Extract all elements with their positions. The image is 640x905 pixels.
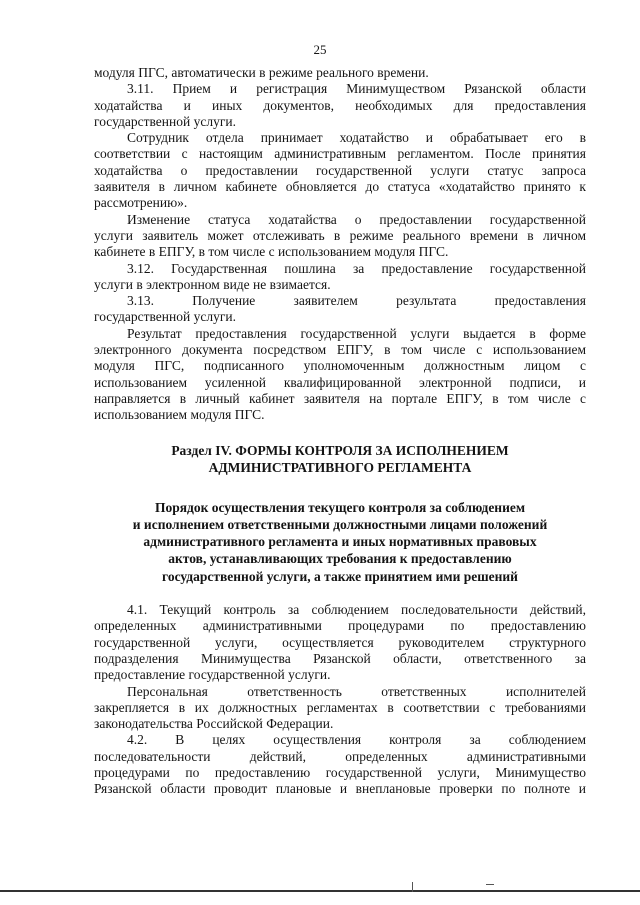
subsection-title-line: административного регламента и иных нормативных правовых [143, 534, 537, 550]
paragraph [94, 81, 586, 130]
text-line: 4.1. Текущий контроль за соблюдением последовательности действий, [127, 602, 586, 618]
paragraph [94, 65, 586, 81]
text-line: использованием модуля ПГС. [94, 407, 265, 423]
text-line: государственной услуги, осуществляется руководителем структурного [94, 634, 586, 650]
text-line: модуля ПГС, подписанного уполномоченным должностным лицом с [94, 358, 586, 374]
text-line: кабинете в ЕПГУ, в том числе с использованием модуля ПГС. [94, 244, 449, 260]
text-line: направляется в личный кабинет заявителя на портале ЕПГУ, в том числе с [94, 390, 586, 406]
paragraph [94, 602, 586, 683]
text-line: Изменение статуса ходатайства о предоставлении государственной [127, 211, 586, 227]
page-number: 25 [313, 42, 327, 57]
text-line: Персональная ответственность ответственных исполнителей [127, 683, 586, 699]
text-line: использованием усиленной квалифицированной электронной подписи, и [94, 374, 586, 390]
text-line: закрепляется в их должностных регламентах в соответствии с требованиями [94, 699, 586, 715]
text-line: последовательности действий, определенных административными [94, 748, 586, 764]
text-line: подразделения Минимущества Рязанской области, ответственного за [94, 650, 586, 666]
text-line: 3.12. Государственная пошлина за предоставление государственной [127, 260, 586, 276]
text-line: законодательства Российской Федерации. [94, 716, 334, 732]
text-line: 3.11. Прием и регистрация Минимуществом Рязанской области [127, 81, 586, 97]
text-line: соответствии с настоящим административным регламентом. После принятия [94, 146, 586, 162]
paragraph [94, 732, 586, 797]
body-text-top [94, 65, 586, 424]
text-line: 4.2. В целях осуществления контроля за соблюдением [127, 732, 586, 748]
text-line: 3.13. Получение заявителем результата предоставления [127, 293, 586, 309]
paragraph [94, 293, 586, 326]
subsection-title-line: государственной услуги, а также принятием ими решений [162, 568, 518, 584]
text-line: государственной услуги. [94, 309, 236, 325]
page-body [94, 65, 586, 798]
text-line: услуги в электронном виде не взимается. [94, 276, 331, 292]
paragraph [94, 684, 586, 733]
section-title [94, 442, 586, 476]
paragraph [94, 212, 586, 261]
subsection-title-line: Порядок осуществления текущего контроля за соблюдением [154, 499, 526, 515]
body-text-bottom [94, 602, 586, 798]
page-bottom-border [0, 890, 640, 892]
text-line: ходатайства о предоставлении государственной услуги статус запроса [94, 162, 586, 178]
subsection-title-line: актов, устанавливающих требования к предоставлению [168, 551, 512, 567]
text-line: процедурами по предоставлению государственной услуги, Минимущество [94, 764, 586, 780]
text-line: предоставление государственной услуги. [94, 667, 331, 683]
text-line: рассмотрению». [94, 195, 188, 211]
paragraph [94, 130, 586, 211]
subsection-title-line: и исполнением ответственными должностными лицами положений [132, 516, 548, 532]
text-line: модуля ПГС, автоматически в режиме реального времени. [94, 65, 429, 80]
text-line: Результат предоставления государственной услуги выдается в форме [127, 325, 586, 341]
text-line: электронного документа посредством ЕПГУ, в том числе с использованием [94, 342, 586, 358]
text-line: заявителя в личном кабинете обновляется до статуса «ходатайство принято к [94, 179, 586, 195]
text-line: определенных административными процедурами по предоставлению [94, 618, 586, 634]
text-line: государственной услуги. [94, 113, 236, 129]
subsection-title [94, 499, 586, 585]
section-title-line: АДМИНИСТРАТИВНОГО РЕГЛАМЕНТА [208, 459, 472, 475]
text-line: Сотрудник отдела принимает ходатайство и обрабатывает его в [127, 130, 586, 146]
paragraph [94, 261, 586, 294]
text-line: Рязанской области проводит плановые и внеплановые проверки по полноте и [94, 781, 586, 797]
scan-mark [486, 884, 494, 885]
scan-mark [412, 882, 413, 892]
paragraph [94, 326, 586, 424]
section-title-line: Раздел IV. ФОРМЫ КОНТРОЛЯ ЗА ИСПОЛНЕНИЕМ [171, 442, 509, 458]
text-line: ходатайства и иных документов, необходимых для предоставления [94, 97, 586, 113]
text-line: услуги заявитель может отслеживать в режиме реального времени в личном [94, 227, 586, 243]
